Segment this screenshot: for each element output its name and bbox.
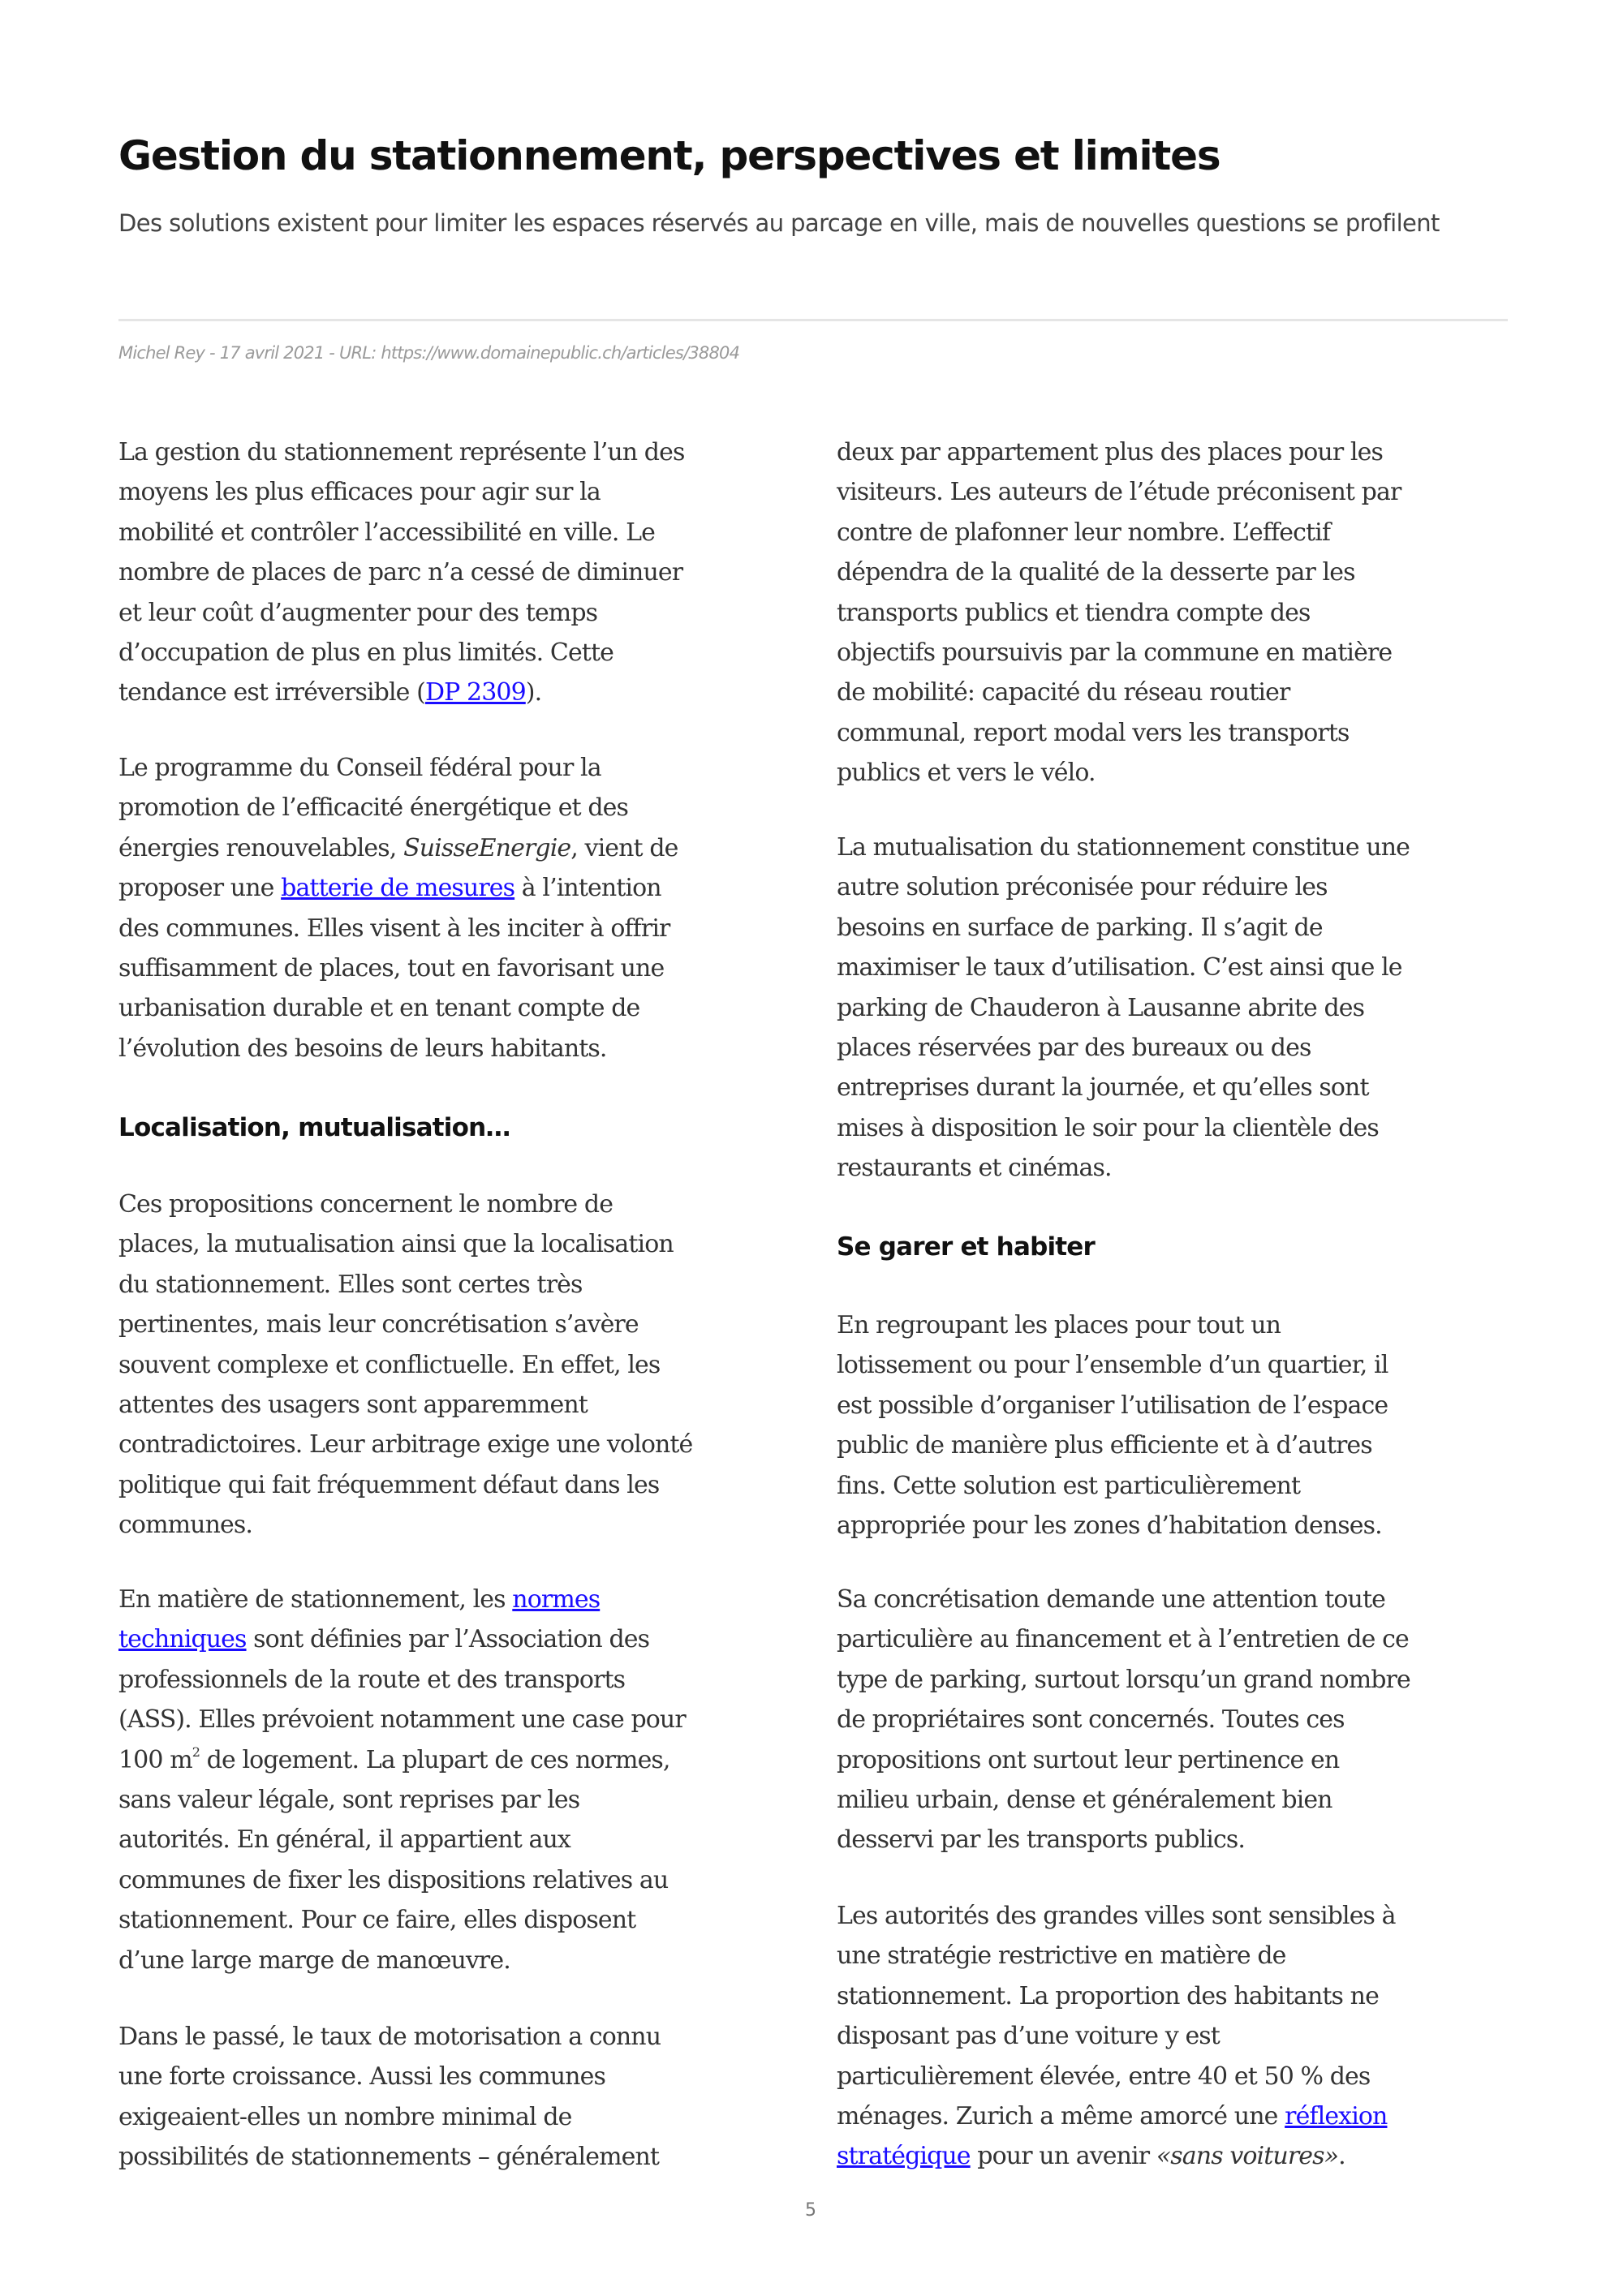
text-line	[837, 432, 1526, 472]
paragraph	[118, 1580, 808, 1980]
inline-link[interactable]: réflexion	[1285, 2101, 1388, 2130]
text-run: à l’intention	[514, 874, 661, 903]
text-run: politique qui fait fréquemment défaut dans les	[118, 1470, 660, 1499]
text-line	[118, 472, 808, 512]
text-run: professionnels de la route et des transports	[118, 1665, 626, 1694]
text-line	[118, 1619, 808, 1659]
text-run: l’évolution des besoins de leurs habitants.	[118, 1034, 607, 1063]
text-line	[118, 948, 808, 988]
text-run: contradictoires. Leur arbitrage exige une volonté	[118, 1430, 693, 1460]
text-line	[837, 1345, 1526, 1385]
text-run: public de manière plus efficiente et à d’autres	[837, 1431, 1372, 1460]
text-line	[837, 2016, 1526, 2056]
text-run: milieu urbain, dense et généralement bien	[837, 1785, 1332, 1814]
superscript: 2	[192, 1743, 200, 1760]
text-run: communes de fixer les dispositions relatives au	[118, 1865, 669, 1894]
inline-link[interactable]: stratégique	[837, 2142, 971, 2171]
text-line	[837, 2057, 1526, 2096]
inline-link[interactable]: DP 2309	[424, 678, 526, 707]
text-line	[118, 1029, 808, 1068]
text-run: une stratégie restrictive en matière de	[837, 1941, 1286, 1971]
text-line	[118, 633, 808, 673]
text-run: , vient de	[570, 833, 678, 862]
text-line	[118, 673, 808, 712]
text-line	[118, 988, 808, 1028]
text-run: mises à disposition le soir pour la clientèle des	[837, 1113, 1379, 1142]
text-run: exigeaient-elles un nombre minimal de	[118, 2102, 572, 2131]
text-line	[118, 748, 808, 788]
text-line	[118, 1941, 808, 1980]
text-run: La mutualisation du stationnement constitue une	[837, 833, 1410, 862]
text-line	[837, 1700, 1526, 1739]
text-line	[118, 2057, 808, 2096]
text-run: appropriée pour les zones d’habitation denses.	[837, 1511, 1382, 1540]
text-run: dépendra de la qualité de la desserte par les	[837, 558, 1355, 587]
section-heading: Se garer et habiter	[837, 1232, 1096, 1262]
text-line	[118, 1580, 808, 1619]
text-line	[837, 1936, 1526, 1976]
emphasis-text: «sans voitures»	[1156, 2142, 1339, 2171]
text-line	[837, 513, 1526, 553]
text-line	[118, 1700, 808, 1739]
text-run: contre de plafonner leur nombre. L’effectif	[837, 518, 1331, 547]
text-run: maximiser le taux d’utilisation. C’est ainsi que le	[837, 953, 1402, 982]
text-line	[837, 753, 1526, 793]
text-line	[837, 1425, 1526, 1465]
text-line	[118, 593, 808, 633]
text-run: Le programme du Conseil fédéral pour la	[118, 754, 601, 782]
text-run: particulièrement élevée, entre 40 et 50 % des	[837, 2062, 1371, 2091]
text-line	[837, 988, 1526, 1028]
text-line	[118, 1780, 808, 1820]
text-run: 100 m	[118, 1745, 192, 1774]
text-line	[837, 2136, 1526, 2176]
text-run: une forte croissance. Aussi les communes	[118, 2062, 605, 2092]
text-run: urbanisation durable et en tenant compte de	[118, 994, 640, 1023]
text-line	[118, 2017, 808, 2057]
paragraph	[837, 1896, 1526, 2177]
text-line	[837, 1896, 1526, 1936]
text-line	[837, 1305, 1526, 1345]
text-run: En matière de stationnement, les	[118, 1585, 513, 1614]
text-run: autre solution préconisée pour réduire les	[837, 873, 1328, 902]
text-line	[837, 1148, 1526, 1188]
text-line	[118, 553, 808, 592]
text-run: transports publics et tiendra compte des	[837, 598, 1311, 627]
text-run: de mobilité: capacité du réseau routier	[837, 678, 1290, 707]
paragraph	[837, 1580, 1526, 1860]
text-line	[118, 432, 808, 472]
text-line	[837, 553, 1526, 592]
text-run: sans valeur légale, sont reprises par les	[118, 1785, 580, 1814]
text-line	[118, 1224, 808, 1264]
text-run: communal, report modal vers les transports	[837, 718, 1350, 747]
text-line	[837, 673, 1526, 712]
text-run: d’occupation de plus en plus limités. Cette	[118, 638, 613, 667]
text-line	[118, 868, 808, 908]
text-line	[118, 2137, 808, 2177]
text-line	[118, 1185, 808, 1224]
text-line	[118, 828, 808, 868]
text-line	[118, 1465, 808, 1505]
text-run: est possible d’organiser l’utilisation de l’espace	[837, 1391, 1388, 1420]
text-run: places réservées par des bureaux ou des	[837, 1033, 1311, 1062]
text-run: et leur coût d’augmenter pour des temps	[118, 598, 598, 627]
paragraph	[837, 828, 1526, 1189]
article-meta: Michel Rey - 17 avril 2021 - URL: https://www.domainepublic.ch/articles/38804	[118, 343, 740, 363]
paragraph	[118, 1185, 808, 1546]
text-run: proposer une	[118, 874, 282, 903]
text-run: des communes. Elles visent à les inciter à offrir	[118, 914, 670, 943]
text-run: propositions ont surtout leur pertinence en	[837, 1745, 1340, 1774]
text-run: La gestion du stationnement représente l’un des	[118, 438, 685, 467]
text-line	[837, 713, 1526, 753]
text-run: d’une large marge de manœuvre.	[118, 1946, 510, 1975]
text-run: fins. Cette solution est particulièrement	[837, 1471, 1301, 1500]
text-line	[118, 788, 808, 828]
text-run: type de parking, surtout lorsqu’un grand nombre	[837, 1665, 1410, 1694]
text-run: Dans le passé, le taux de motorisation a connu	[118, 2023, 661, 2051]
text-run: places, la mutualisation ainsi que la localisation	[118, 1230, 674, 1259]
text-run: stationnement. Pour ce faire, elles disposent	[118, 1906, 636, 1935]
text-line	[837, 1386, 1526, 1425]
inline-link[interactable]: normes	[512, 1585, 601, 1614]
text-run: de propriétaires sont concernés. Toutes ces	[837, 1705, 1345, 1735]
text-line	[118, 1345, 808, 1385]
text-run: sont définies par l’Association des	[246, 1625, 650, 1654]
text-line	[837, 828, 1526, 867]
paragraph	[837, 432, 1526, 793]
text-line	[118, 1265, 808, 1305]
text-run: promotion de l’efficacité énergétique et des	[118, 793, 628, 823]
text-line	[837, 867, 1526, 907]
text-line	[837, 1028, 1526, 1068]
text-run: souvent complexe et conflictuelle. En effet, les	[118, 1350, 661, 1379]
text-line	[118, 1820, 808, 1860]
text-line	[837, 1580, 1526, 1619]
text-line	[837, 1068, 1526, 1107]
text-line	[118, 513, 808, 553]
text-run: desservi par les transports publics.	[837, 1825, 1246, 1855]
text-line	[837, 593, 1526, 633]
text-line	[837, 1820, 1526, 1860]
text-run: attentes des usagers sont apparemment	[118, 1390, 588, 1419]
text-line	[837, 908, 1526, 948]
inline-link[interactable]: batterie de mesures	[281, 874, 515, 903]
paragraph	[118, 748, 808, 1068]
header-divider	[118, 319, 1508, 321]
text-run: du stationnement. Elles sont certes très	[118, 1270, 583, 1299]
text-run: pertinentes, mais leur concrétisation s’avère	[118, 1310, 639, 1339]
text-run: parking de Chauderon à Lausanne abrite des	[837, 993, 1365, 1022]
text-line	[118, 1305, 808, 1344]
paragraph	[118, 2017, 808, 2178]
text-line	[118, 909, 808, 948]
text-run: visiteurs. Les auteurs de l’étude préconisent par	[837, 478, 1401, 507]
text-line	[118, 1900, 808, 1940]
text-run: objectifs poursuivis par la commune en matière	[837, 638, 1393, 667]
text-run: autorités. En général, il appartient aux	[118, 1825, 570, 1855]
text-run: (ASS). Elles prévoient notamment une case pour	[118, 1705, 686, 1735]
text-line	[837, 472, 1526, 512]
text-run: nombre de places de parc n’a cessé de diminuer	[118, 558, 683, 587]
text-run: moyens les plus efficaces pour agir sur la	[118, 478, 601, 507]
text-run: ).	[525, 678, 542, 707]
text-line	[837, 1740, 1526, 1780]
text-run: restaurants et cinémas.	[837, 1154, 1112, 1183]
text-line	[837, 633, 1526, 673]
text-run: publics et vers le vélo.	[837, 759, 1096, 788]
text-line	[837, 1660, 1526, 1700]
text-run: Les autorités des grandes villes sont sensibles à	[837, 1902, 1396, 1930]
text-line	[118, 1385, 808, 1425]
text-run: suffisamment de places, tout en favorisant une	[118, 953, 665, 982]
text-run: .	[1338, 2142, 1345, 2171]
text-line	[118, 1425, 808, 1464]
text-run: pour un avenir	[970, 2142, 1156, 2171]
text-run: particulière au financement et à l’entretien de ce	[837, 1625, 1409, 1654]
page-number: 5	[805, 2200, 816, 2221]
text-run: stationnement. La proportion des habitants ne	[837, 1981, 1379, 2010]
text-run: besoins en surface de parking. Il s’agit de	[837, 913, 1323, 942]
text-run: de logement. La plupart de ces normes,	[200, 1745, 670, 1774]
text-line	[837, 1466, 1526, 1506]
text-run: ménages. Zurich a même amorcé une	[837, 2101, 1285, 2130]
section-heading: Localisation, mutualisation…	[118, 1113, 510, 1142]
text-run: Ces propositions concernent le nombre de	[118, 1190, 613, 1219]
text-line	[118, 2097, 808, 2137]
text-run: énergies renouvelables,	[118, 833, 404, 862]
text-line	[837, 1976, 1526, 2016]
text-run: possibilités de stationnements – généralement	[118, 2143, 660, 2172]
text-run: lotissement ou pour l’ensemble d’un quartier, il	[837, 1351, 1388, 1380]
text-line	[118, 1660, 808, 1700]
text-run: deux par appartement plus des places pour les	[837, 438, 1383, 467]
text-run: entreprises durant la journée, et qu’elles sont	[837, 1073, 1369, 1103]
text-line	[837, 1780, 1526, 1820]
text-line	[837, 1108, 1526, 1148]
text-run: mobilité et contrôler l’accessibilité en ville. Le	[118, 518, 655, 547]
paragraph	[837, 1305, 1526, 1546]
text-run: disposant pas d’une voiture y est	[837, 2022, 1220, 2051]
text-run: Sa concrétisation demande une attention toute	[837, 1585, 1385, 1614]
text-line	[837, 1619, 1526, 1659]
emphasis-text: SuisseEnergie	[403, 833, 571, 862]
text-run: communes.	[118, 1511, 252, 1540]
text-line	[118, 1740, 808, 1780]
text-line	[837, 2096, 1526, 2136]
text-line	[837, 948, 1526, 987]
paragraph	[118, 432, 808, 713]
text-run: tendance est irréversible (	[118, 678, 425, 707]
text-run: En regroupant les places pour tout un	[837, 1311, 1281, 1339]
inline-link[interactable]: techniques	[118, 1625, 247, 1654]
article-title: Gestion du stationnement, perspectives et limites	[118, 132, 1220, 179]
text-line	[837, 1506, 1526, 1546]
text-line	[118, 1860, 808, 1900]
text-line	[118, 1505, 808, 1545]
article-subtitle: Des solutions existent pour limiter les espaces réservés au parcage en ville, mais de nouvelles questions se profilent	[118, 209, 1440, 237]
